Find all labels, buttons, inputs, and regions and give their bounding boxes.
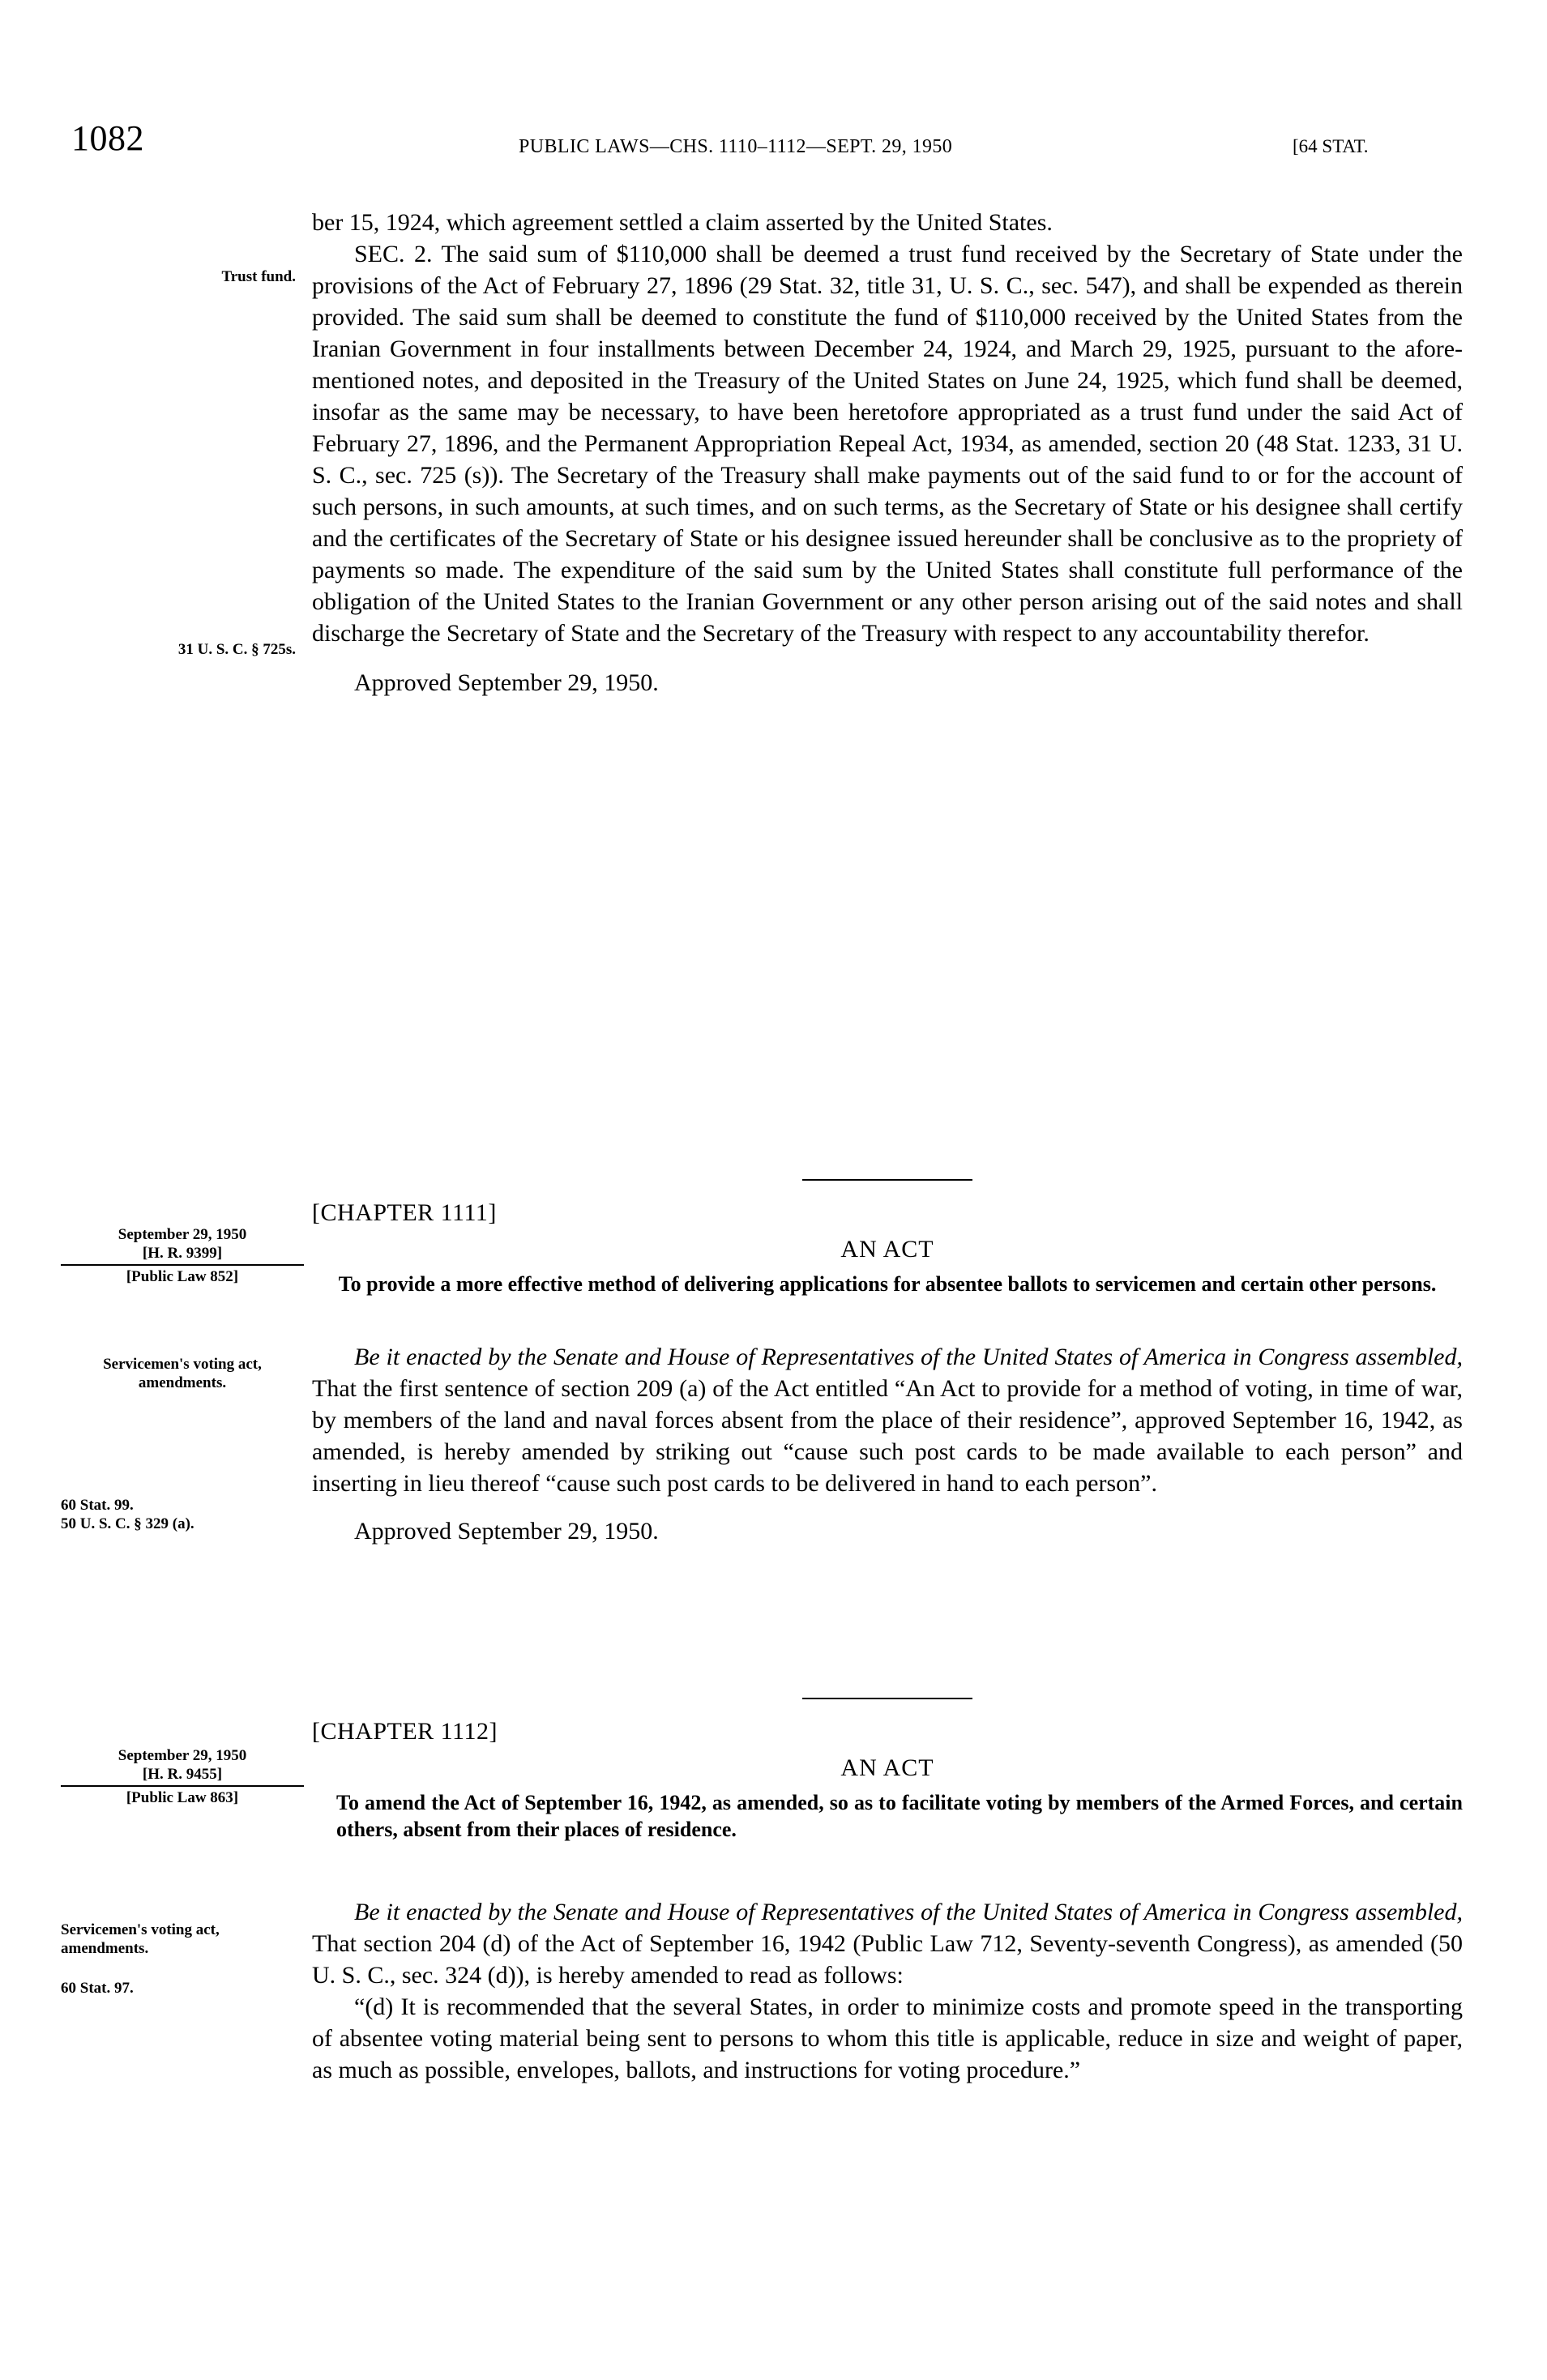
margin-block-1111-dates [61, 1225, 304, 1287]
stat-reference: [64 STAT. [1293, 136, 1369, 156]
margin-subject-1112: Servicemen's voting act, amendments. [61, 1921, 220, 1958]
margin-rule-1111 [61, 1264, 304, 1266]
chapter-head-1111: [CHAPTER 1111] [312, 1199, 497, 1226]
chapter-1111-body [312, 1341, 1463, 1547]
paragraph-continued: ber 15, 1924, which agreement settled a claim asserted by the United States. [312, 209, 1053, 236]
enacting-paragraph-1112 [312, 1896, 1463, 1991]
chapter-separator-rule-2 [802, 1698, 972, 1699]
approved-line-1111: Approved September 29, 1950. [354, 1518, 659, 1545]
page-number: 1082 [71, 118, 144, 158]
margin-stat-1112: 60 Stat. 97. [61, 1980, 134, 1997]
quoted-subsection-d: “(d) It is recommended that the several States, in order to minimize costs and promote speed in the transporting of absentee voting material being sent to persons to whom this title is applicable, reduce in size and weight of paper, as much as possible, envelopes, ballots, and instructions for voting procedure.” [312, 1993, 1463, 2083]
margin-usc-1111: 50 U. S. C. § 329 (a). [61, 1515, 194, 1533]
act-subtitle-1111: To provide a more effective method of delivering applications for absentee ballots to servicemen and certain other persons. [338, 1272, 1437, 1296]
chapter-head-1112: [CHAPTER 1112] [312, 1718, 498, 1745]
act-title-1111: AN ACT [840, 1236, 934, 1263]
margin-note-usc-31-725s: 31 U. S. C. § 725s. [177, 641, 296, 658]
enacting-paragraph-1111 [312, 1341, 1463, 1499]
enacting-clause-1112: Be it enacted by the Senate and House of Representatives of the United States of America in Congress assembled, [354, 1899, 1463, 1925]
margin-bill-1111: [H. R. 9399] [142, 1245, 223, 1263]
act-title-1112: AN ACT [840, 1754, 934, 1781]
body-text-1111: That the first sentence of section 209 (a) of the Act entitled “An Act to provide for a method of voting, in time of war, by members of the land and naval forces absent from the place of their residence”, approved September 16, 1942, as amended, is hereby amended by striking out “cause such post cards to be made available to each person” and inserting in lieu thereof “cause such post cards to be delivered in hand to each person”. [312, 1375, 1463, 1497]
margin-subject-1111: Servicemen's voting act, amendments. [103, 1356, 262, 1392]
margin-stat-refs-1111 [61, 1496, 304, 1533]
margin-block-1112-dates [61, 1746, 304, 1808]
running-head: PUBLIC LAWS—CHS. 1110–1112—SEPT. 29, 1950 [519, 136, 953, 157]
margin-stat-1111: 60 Stat. 99. [61, 1497, 134, 1514]
enacting-clause-1111: Be it enacted by the Senate and House of Representatives of the United States of America in Congress assembled, [354, 1344, 1463, 1370]
margin-public-law-1112: [Public Law 863] [126, 1789, 239, 1807]
chapter-1112-body [312, 1896, 1463, 2086]
act-subtitle-1112: To amend the Act of September 16, 1942, as amended, so as to facilitate voting by members of the Armed Forces, and certain others, absent from their places of residence. [336, 1791, 1463, 1842]
margin-date-1112: September 29, 1950 [118, 1747, 247, 1764]
chapter-1110-body [312, 207, 1463, 699]
paragraph-section-2: SEC. 2. The said sum of $110,000 shall be deemed a trust fund received by the Secretary of State under the provisions of the Act of February 27, 1896 (29 Stat. 32, title 31, U. S. C., sec. 547), and shall be expended as therein provided. The said sum shall be deemed to constitute the fund of $110,000 received by the United States from the Iranian Government in four installments between December 24, 1924, and March 29, 1925, pursuant to the afore-mentioned notes, and deposited in the Treasury of the United States on June 24, 1925, which fund shall be deemed, insofar as the same may be necessary, to have been heretofore appropriated as a trust fund under the said Act of February 27, 1896, and the Permanent Appropriation Repeal Act, 1934, as amended, section 20 (48 Stat. 1233, 31 U. S. C., sec. 725 (s)). The Secretary of the Treasury shall make payments out of the said fund to or for the account of such persons, in such amounts, at such times, and on such terms, as the Secretary of State or his designee shall certify and the certificates of the Secretary of State or his designee issued hereunder shall be conclusive as to the propriety of payments so made. The expenditure of the said sum by the United States shall constitute full performance of the obligation of the United States to the Iranian Government or any other person arising out of the said notes and shall discharge the Secretary of State and the Secretary of the Treasury with respect to any accountability therefor. [312, 241, 1463, 647]
margin-bill-1112: [H. R. 9455] [142, 1766, 223, 1784]
body-text-1112: That section 204 (d) of the Act of September 16, 1942 (Public Law 712, Seventy-seventh Congress), as amended (50 U. S. C., sec. 324 (d)), is hereby amended to read as follows: [312, 1930, 1463, 1989]
approved-line-1110: Approved September 29, 1950. [354, 669, 659, 696]
margin-public-law-1111: [Public Law 852] [126, 1268, 239, 1286]
margin-date-1111: September 29, 1950 [118, 1226, 247, 1243]
margin-rule-1112 [61, 1785, 304, 1787]
margin-note-trust-fund: Trust fund. [221, 268, 296, 285]
chapter-separator-rule-1 [802, 1179, 972, 1181]
